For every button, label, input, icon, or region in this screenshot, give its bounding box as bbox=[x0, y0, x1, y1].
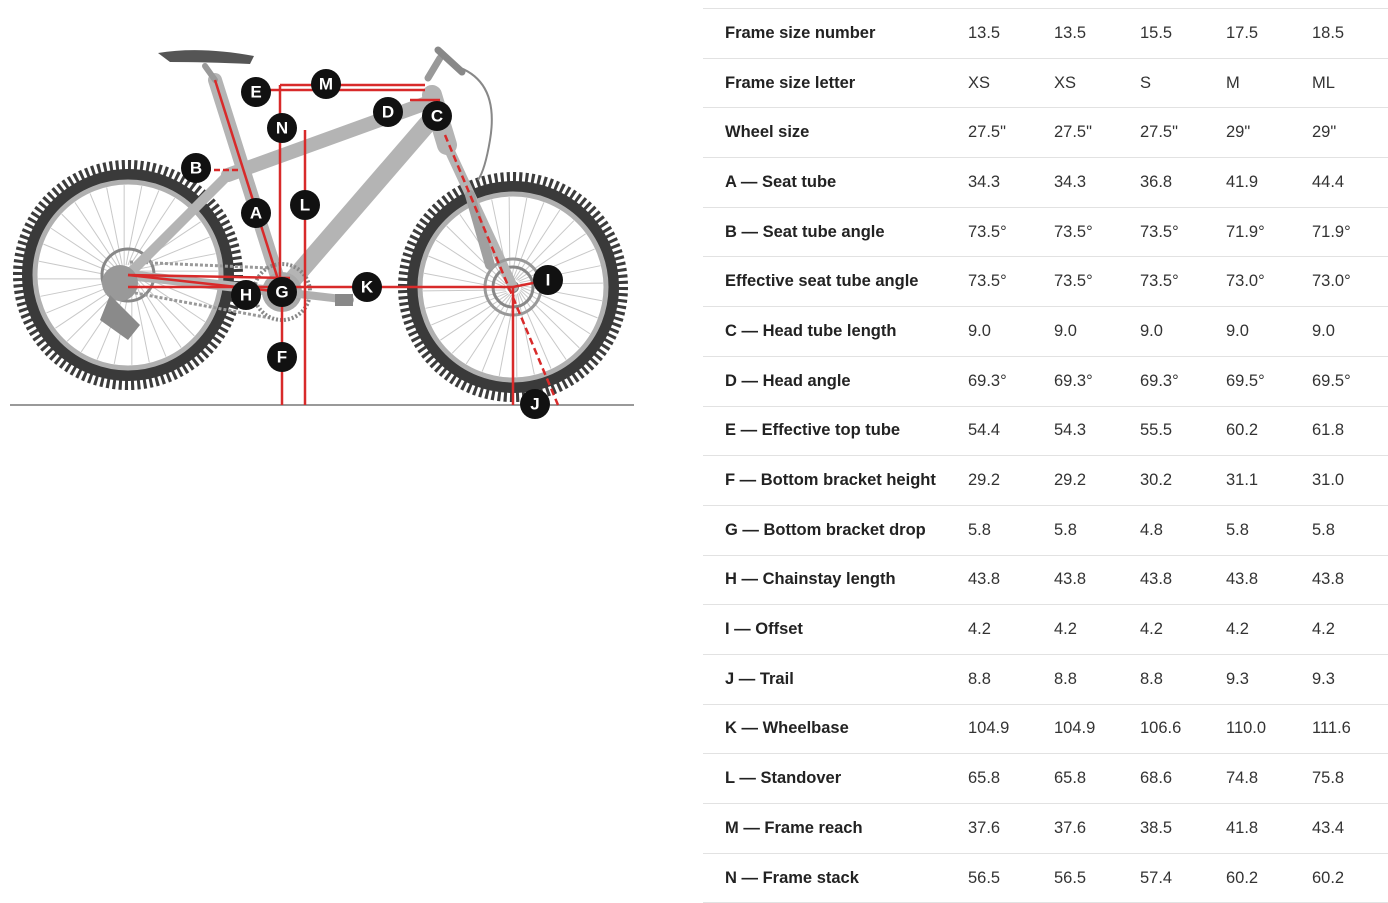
row-value: 29.2 bbox=[1044, 456, 1130, 506]
svg-text:N: N bbox=[276, 119, 288, 138]
row-value: 30.2 bbox=[1130, 456, 1216, 506]
row-label: B — Seat tube angle bbox=[703, 207, 958, 257]
row-value: 43.8 bbox=[1044, 555, 1130, 605]
row-value: 43.4 bbox=[1302, 804, 1388, 854]
row-label: C — Head tube length bbox=[703, 307, 958, 357]
row-value: 9.0 bbox=[1302, 307, 1388, 357]
row-value: 55.5 bbox=[1130, 406, 1216, 456]
marker-n bbox=[267, 113, 297, 143]
row-value: 4.2 bbox=[1302, 605, 1388, 655]
row-value: XS bbox=[1044, 58, 1130, 108]
row-value: 68.6 bbox=[1130, 754, 1216, 804]
spoke bbox=[126, 186, 142, 265]
row-value: 29" bbox=[1216, 108, 1302, 158]
row-value: 9.3 bbox=[1216, 654, 1302, 704]
row-label: Wheel size bbox=[703, 108, 958, 158]
row-value: 27.5" bbox=[958, 108, 1044, 158]
bike-geometry-diagram bbox=[0, 30, 650, 430]
spoke bbox=[107, 188, 123, 267]
row-value: 73.0° bbox=[1216, 257, 1302, 307]
svg-text:K: K bbox=[361, 278, 374, 297]
row-value: 43.8 bbox=[1216, 555, 1302, 605]
row-label: Frame size letter bbox=[703, 58, 958, 108]
row-value: 56.5 bbox=[958, 853, 1044, 903]
row-value: 65.8 bbox=[958, 754, 1044, 804]
row-value: 75.8 bbox=[1302, 754, 1388, 804]
row-value: 60.2 bbox=[1302, 853, 1388, 903]
row-value: 41.9 bbox=[1216, 158, 1302, 208]
row-value: 110.0 bbox=[1216, 704, 1302, 754]
row-value: 29" bbox=[1302, 108, 1388, 158]
svg-text:F: F bbox=[277, 348, 287, 367]
table-row bbox=[703, 406, 1388, 456]
row-value: 73.5° bbox=[958, 257, 1044, 307]
row-value: 9.0 bbox=[1044, 307, 1130, 357]
row-value: 9.0 bbox=[1216, 307, 1302, 357]
marker-k bbox=[352, 272, 382, 302]
row-value: 8.8 bbox=[1130, 654, 1216, 704]
table-row bbox=[703, 58, 1388, 108]
svg-text:A: A bbox=[250, 204, 262, 223]
table-row bbox=[703, 9, 1388, 59]
geometry-table-body bbox=[703, 9, 1388, 903]
row-value: 43.8 bbox=[1302, 555, 1388, 605]
row-label: G — Bottom bracket drop bbox=[703, 505, 958, 555]
row-value: 8.8 bbox=[958, 654, 1044, 704]
row-label: E — Effective top tube bbox=[703, 406, 958, 456]
table-row bbox=[703, 257, 1388, 307]
row-value: 18.5 bbox=[1302, 9, 1388, 59]
row-value: 111.6 bbox=[1302, 704, 1388, 754]
row-value: 69.3° bbox=[1044, 356, 1130, 406]
row-label: D — Head angle bbox=[703, 356, 958, 406]
marker-f bbox=[267, 342, 297, 372]
marker-l bbox=[290, 190, 320, 220]
row-value: 73.5° bbox=[1044, 257, 1130, 307]
row-value: 104.9 bbox=[1044, 704, 1130, 754]
table-row bbox=[703, 456, 1388, 506]
row-value: 73.5° bbox=[1130, 257, 1216, 307]
row-value: 5.8 bbox=[1216, 505, 1302, 555]
row-value: 74.8 bbox=[1216, 754, 1302, 804]
table-row bbox=[703, 804, 1388, 854]
row-value: 69.3° bbox=[1130, 356, 1216, 406]
svg-text:E: E bbox=[250, 83, 261, 102]
row-label: N — Frame stack bbox=[703, 853, 958, 903]
row-label: Frame size number bbox=[703, 9, 958, 59]
row-value: 60.2 bbox=[1216, 406, 1302, 456]
row-value: 57.4 bbox=[1130, 853, 1216, 903]
row-value: 13.5 bbox=[1044, 9, 1130, 59]
svg-text:C: C bbox=[431, 107, 443, 126]
row-value: 65.8 bbox=[1044, 754, 1130, 804]
svg-text:I: I bbox=[546, 271, 551, 290]
marker-b bbox=[181, 153, 211, 183]
marker-a bbox=[241, 198, 271, 228]
svg-text:L: L bbox=[300, 196, 310, 215]
table-row bbox=[703, 605, 1388, 655]
row-value: 56.5 bbox=[1044, 853, 1130, 903]
marker-c bbox=[422, 101, 452, 131]
table-row bbox=[703, 704, 1388, 754]
marker-g bbox=[267, 277, 297, 307]
row-value: 73.5° bbox=[1044, 207, 1130, 257]
row-value: 8.8 bbox=[1044, 654, 1130, 704]
row-value: 5.8 bbox=[1302, 505, 1388, 555]
row-value: 43.8 bbox=[1130, 555, 1216, 605]
row-value: 60.2 bbox=[1216, 853, 1302, 903]
saddle bbox=[158, 50, 254, 64]
marker-m bbox=[311, 69, 341, 99]
table-row bbox=[703, 555, 1388, 605]
row-value: 5.8 bbox=[1044, 505, 1130, 555]
row-value: 9.3 bbox=[1302, 654, 1388, 704]
svg-text:J: J bbox=[530, 395, 539, 414]
table-row bbox=[703, 158, 1388, 208]
row-value: 41.8 bbox=[1216, 804, 1302, 854]
table-row bbox=[703, 853, 1388, 903]
row-value: 27.5" bbox=[1130, 108, 1216, 158]
row-value: 31.0 bbox=[1302, 456, 1388, 506]
row-label: I — Offset bbox=[703, 605, 958, 655]
row-label: M — Frame reach bbox=[703, 804, 958, 854]
svg-text:H: H bbox=[240, 286, 252, 305]
row-value: ML bbox=[1302, 58, 1388, 108]
row-value: 71.9° bbox=[1302, 207, 1388, 257]
row-value: 4.2 bbox=[958, 605, 1044, 655]
table-row bbox=[703, 356, 1388, 406]
row-label: F — Bottom bracket height bbox=[703, 456, 958, 506]
row-value: 36.8 bbox=[1130, 158, 1216, 208]
row-label: H — Chainstay length bbox=[703, 555, 958, 605]
row-value: 37.6 bbox=[958, 804, 1044, 854]
row-value: 73.5° bbox=[1130, 207, 1216, 257]
svg-text:B: B bbox=[190, 159, 202, 178]
marker-d bbox=[373, 97, 403, 127]
row-value: M bbox=[1216, 58, 1302, 108]
geometry-table bbox=[703, 8, 1388, 903]
row-value: 34.3 bbox=[958, 158, 1044, 208]
table-row bbox=[703, 505, 1388, 555]
row-value: 4.2 bbox=[1130, 605, 1216, 655]
row-value: 54.4 bbox=[958, 406, 1044, 456]
svg-text:M: M bbox=[319, 75, 333, 94]
row-value: 29.2 bbox=[958, 456, 1044, 506]
row-value: 69.5° bbox=[1216, 356, 1302, 406]
row-value: 38.5 bbox=[1130, 804, 1216, 854]
row-value: 15.5 bbox=[1130, 9, 1216, 59]
row-label: A — Seat tube bbox=[703, 158, 958, 208]
row-value: 69.3° bbox=[958, 356, 1044, 406]
row-value: 73.0° bbox=[1302, 257, 1388, 307]
marker-i bbox=[533, 265, 563, 295]
row-value: 37.6 bbox=[1044, 804, 1130, 854]
row-value: 13.5 bbox=[958, 9, 1044, 59]
table-row bbox=[703, 654, 1388, 704]
row-value: 9.0 bbox=[1130, 307, 1216, 357]
spoke bbox=[51, 228, 118, 273]
row-value: 4.2 bbox=[1044, 605, 1130, 655]
row-value: 5.8 bbox=[958, 505, 1044, 555]
row-value: 71.9° bbox=[1216, 207, 1302, 257]
row-value: 44.4 bbox=[1302, 158, 1388, 208]
svg-text:G: G bbox=[275, 283, 288, 302]
table-row bbox=[703, 207, 1388, 257]
row-label: J — Trail bbox=[703, 654, 958, 704]
row-label: Effective seat tube angle bbox=[703, 257, 958, 307]
row-value: 4.2 bbox=[1216, 605, 1302, 655]
row-value: 31.1 bbox=[1216, 456, 1302, 506]
row-value: XS bbox=[958, 58, 1044, 108]
row-value: 61.8 bbox=[1302, 406, 1388, 456]
row-label: L — Standover bbox=[703, 754, 958, 804]
table-row bbox=[703, 754, 1388, 804]
row-value: 106.6 bbox=[1130, 704, 1216, 754]
row-value: 69.5° bbox=[1302, 356, 1388, 406]
row-value: 43.8 bbox=[958, 555, 1044, 605]
row-value: 4.8 bbox=[1130, 505, 1216, 555]
marker-h bbox=[231, 280, 261, 310]
marker-e bbox=[241, 77, 271, 107]
row-value: S bbox=[1130, 58, 1216, 108]
row-value: 54.3 bbox=[1044, 406, 1130, 456]
row-value: 9.0 bbox=[958, 307, 1044, 357]
row-value: 73.5° bbox=[958, 207, 1044, 257]
marker-j bbox=[520, 389, 550, 419]
row-label: K — Wheelbase bbox=[703, 704, 958, 754]
row-value: 104.9 bbox=[958, 704, 1044, 754]
table-row bbox=[703, 307, 1388, 357]
table-row bbox=[703, 108, 1388, 158]
svg-text:D: D bbox=[382, 103, 394, 122]
row-value: 17.5 bbox=[1216, 9, 1302, 59]
row-value: 27.5" bbox=[1044, 108, 1130, 158]
row-value: 34.3 bbox=[1044, 158, 1130, 208]
